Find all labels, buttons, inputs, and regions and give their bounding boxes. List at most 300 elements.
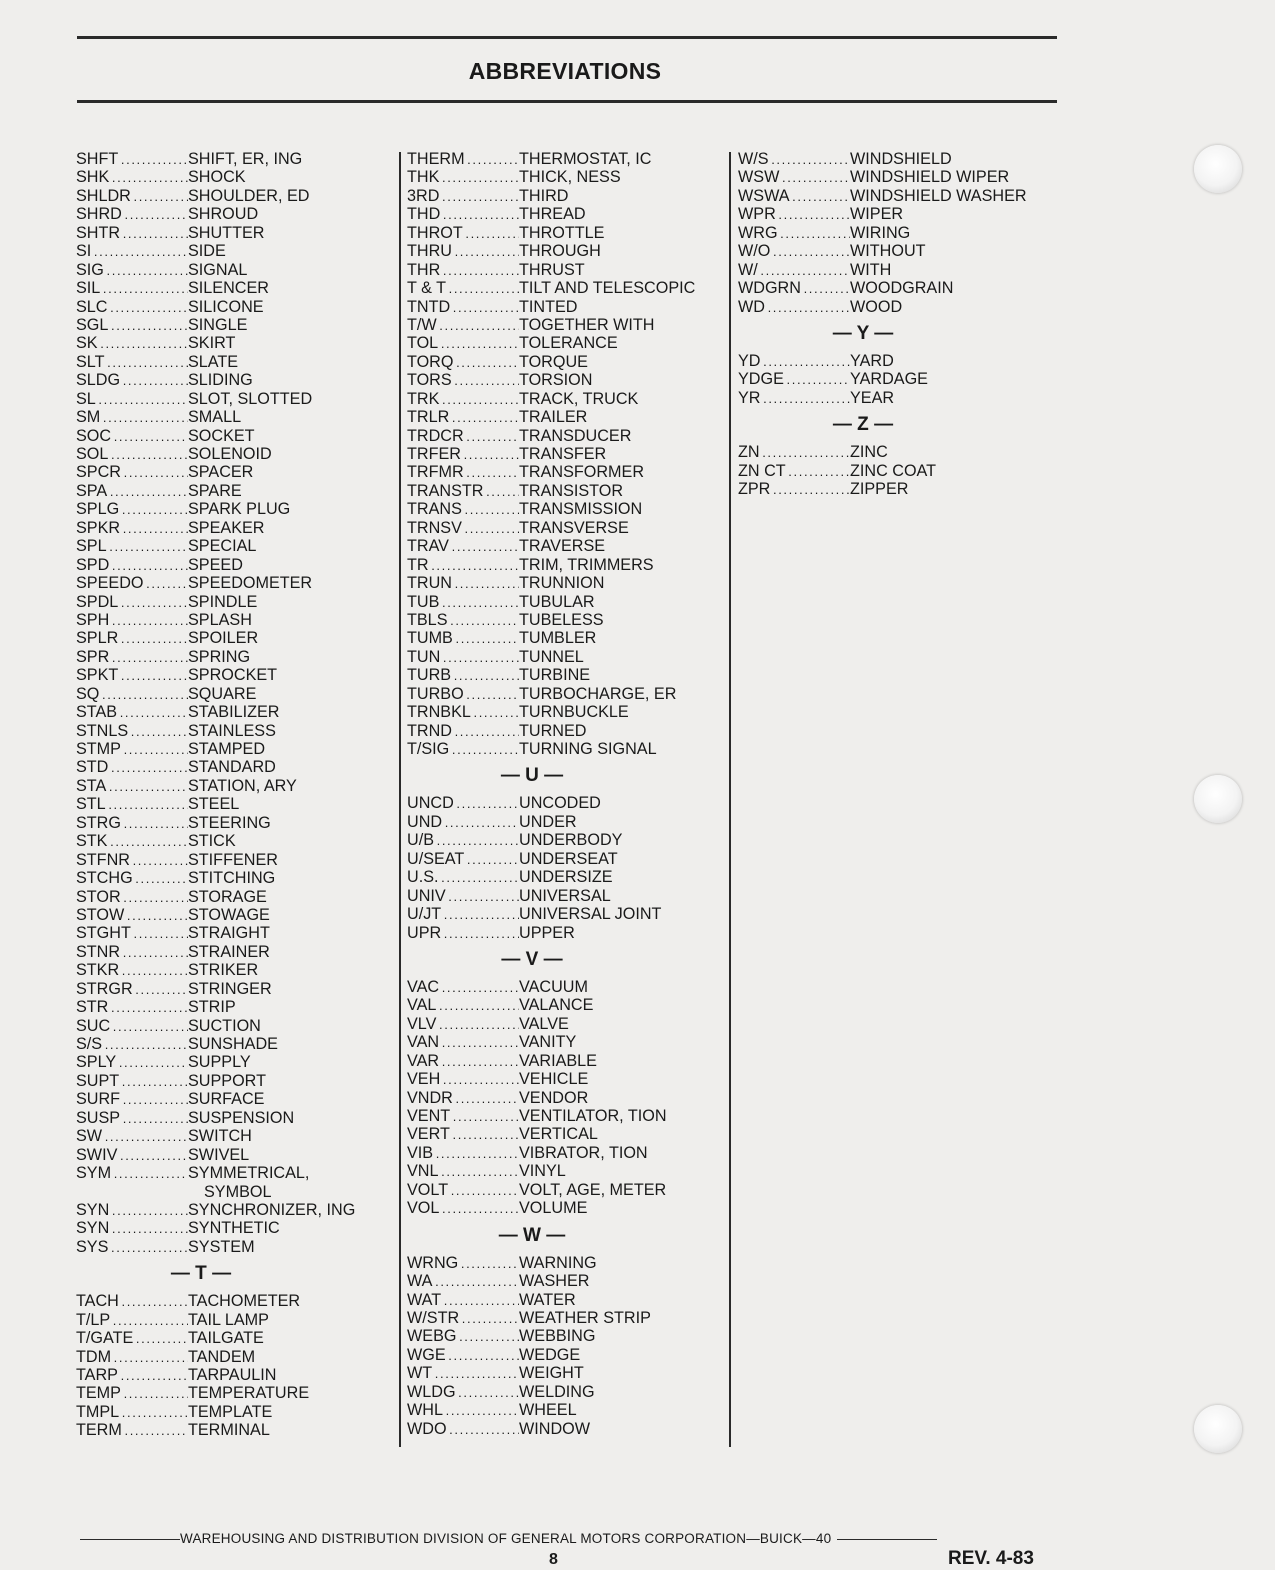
abbreviation: THERM . . . [407,150,519,169]
abbreviation: SPH . . . [76,611,188,630]
footer-line [80,1531,1050,1546]
abbreviation: WDO . . . [407,1420,519,1439]
abbreviation-entry [407,1401,695,1419]
abbreviation: STNR . . . [76,943,188,962]
abbreviation-entry [738,150,1027,168]
abbreviation: SGL . . . [76,316,188,335]
abbreviation: W/S . . . [738,150,850,169]
definition: SHOULDER, ED [188,186,310,205]
abbreviation: TURBO . . . [407,685,519,704]
abbreviation-entry [407,1327,695,1345]
binder-hole [1194,775,1242,823]
definition: UNDER [519,812,577,831]
definition: WEIGHT [519,1364,584,1383]
abbreviation: UNCD . . . [407,794,519,813]
abbreviation: WGE . . . [407,1346,519,1365]
abbreviation-entry [76,1421,355,1439]
abbreviation-entry [407,685,695,703]
definition: TURBINE [519,666,591,685]
abbreviation-entry [407,224,695,242]
definition: VACUUM [519,977,588,996]
definition: SILENCER [188,279,269,298]
abbreviation: THRU . . . [407,242,519,261]
abbreviation: VNL . . . [407,1162,519,1181]
abbreviation-entry [76,463,355,481]
abbreviation: YD . . . [738,352,850,371]
definition: STIFFENER [188,850,278,869]
abbreviation-entry [76,1238,355,1256]
abbreviation: STK . . . [76,832,188,851]
definition: VOLUME [519,1199,588,1218]
definition: WINDSHIELD WASHER [850,186,1027,205]
abbreviation-entry [76,1090,355,1108]
abbreviation: TNTD . . . [407,298,519,317]
definition: WATER [519,1290,576,1309]
abbreviation-entry [738,462,1027,480]
abbreviation-entry [407,168,695,186]
abbreviation-column-1 [76,150,355,1440]
abbreviation: WSW . . . [738,168,850,187]
definition: TUBULAR [519,592,595,611]
definition: TRANSDUCER [519,426,632,445]
definition: WARNING [519,1253,597,1272]
abbreviation: 3RD . . . [407,187,519,206]
abbreviation: STGHT . . . [76,924,188,943]
definition: THROUGH [519,242,601,261]
abbreviation: UND . . . [407,813,519,832]
abbreviation-column-3 [738,150,1027,499]
abbreviation-entry [76,703,355,721]
footer-text: WAREHOUSING AND DISTRIBUTION DIVISION OF GENERAL MOTORS CORPORATION—BUICK—40 [180,1531,832,1546]
abbreviation-entry [76,869,355,887]
definition: SLOT, SLOTTED [188,389,313,408]
column-divider [729,152,731,1447]
abbreviation-entry [407,1125,695,1143]
abbreviation-entry [76,1329,355,1347]
abbreviation-entry [76,1201,355,1219]
abbreviation: SLC . . . [76,298,188,317]
definition: VARIABLE [519,1051,597,1070]
abbreviation: STRGR . . . [76,980,188,999]
definition: STRIKER [188,961,259,980]
abbreviation-entry [76,666,355,684]
definition: SPECIAL [188,537,257,556]
abbreviation-entry [407,978,695,996]
abbreviation: ZN . . . [738,443,850,462]
abbreviation: WRG . . . [738,224,850,243]
definition: UNIVERSAL JOINT [519,905,662,924]
abbreviation-entry [407,242,695,260]
abbreviation-entry [738,242,1027,260]
abbreviation-entry [76,427,355,445]
abbreviation-entry [76,648,355,666]
abbreviation-entry [76,611,355,629]
abbreviation-entry [76,1164,355,1182]
definition: SYSTEM [188,1237,255,1256]
abbreviation: SLDG . . . [76,371,188,390]
abbreviation-entry [407,1383,695,1401]
abbreviation: VERT . . . [407,1125,519,1144]
definition: SYNTHETIC [188,1219,280,1238]
abbreviation-entry [738,168,1027,186]
abbreviation: U/B . . . [407,831,519,850]
definition: SUPPORT [188,1071,266,1090]
abbreviation: TRANSTR . . . [407,482,519,501]
abbreviation-entry [76,1072,355,1090]
definition: STRIP [188,998,236,1017]
abbreviation-entry [738,224,1027,242]
abbreviation-entry [407,1070,695,1088]
definition: TURNED [519,721,587,740]
abbreviation: STA . . . [76,777,188,796]
abbreviation: WSWA . . . [738,187,850,206]
abbreviation-entry [407,1181,695,1199]
abbreviation: YDGE . . . [738,370,850,389]
abbreviation-entry [407,905,695,923]
definition: UNDERSIZE [519,868,613,887]
abbreviation: STL . . . [76,795,188,814]
abbreviation-entry [76,1366,355,1384]
abbreviation-entry [407,629,695,647]
abbreviation-entry [76,685,355,703]
definition: THRUST [519,260,585,279]
definition: SHOCK [188,168,246,187]
abbreviation-entry [76,740,355,758]
definition: SIDE [188,242,226,261]
abbreviation-entry [738,370,1027,388]
definition: TRANSISTOR [519,481,624,500]
abbreviation: THD . . . [407,205,519,224]
abbreviation: TRNBKL . . . [407,703,519,722]
abbreviation-entry [76,1146,355,1164]
page-title: ABBREVIATIONS [468,58,662,84]
abbreviation-entry [407,722,695,740]
abbreviation: WHL . . . [407,1401,519,1420]
page-number: 8 [549,1551,558,1568]
definition: TORSION [519,371,593,390]
abbreviation: STAB . . . [76,703,188,722]
abbreviation-entry [76,353,355,371]
abbreviation-entry [76,1219,355,1237]
definition: WELDING [519,1382,595,1401]
abbreviation-entry [76,556,355,574]
abbreviation-entry [407,1015,695,1033]
definition: TRAVERSE [519,537,606,556]
abbreviation: VOLT . . . [407,1181,519,1200]
definition: SILICONE [188,297,264,316]
abbreviation-entry [76,980,355,998]
abbreviation: VLV . . . [407,1015,519,1034]
abbreviation-entry [407,924,695,942]
abbreviation: SIL . . . [76,279,188,298]
definition: SUPPLY [188,1053,251,1072]
definition: VERTICAL [519,1125,598,1144]
definition: SPARK PLUG [188,500,291,519]
abbreviation: STMP . . . [76,740,188,759]
abbreviation-entry [76,795,355,813]
definition: STICK [188,832,236,851]
abbreviation-entry [407,463,695,481]
definition: ZINC COAT [850,461,937,480]
abbreviation-entry [407,1420,695,1438]
definition: WINDOW [519,1419,591,1438]
definition: TRACK, TRUCK [519,389,639,408]
definition: SWITCH [188,1127,252,1146]
definition: VINYL [519,1162,566,1181]
definition: THIRD [519,186,569,205]
abbreviation-entry [76,261,355,279]
definition: SURFACE [188,1090,265,1109]
abbreviation: TRFMR . . . [407,463,519,482]
definition: VENDOR [519,1088,589,1107]
abbreviation: SPLR . . . [76,629,188,648]
abbreviation-entry [76,1403,355,1421]
definition: STRAIGHT [188,924,270,943]
abbreviation: VIB . . . [407,1144,519,1163]
abbreviation: TDM . . . [76,1348,188,1367]
abbreviation: SPDL . . . [76,593,188,612]
abbreviation-entry [738,443,1027,461]
abbreviation-entry [407,261,695,279]
revision-label: REV. 4-83 [948,1548,1034,1569]
definition: STEEL [188,795,240,814]
abbreviation: SUSP . . . [76,1109,188,1128]
abbreviation: S/S . . . [76,1035,188,1054]
abbreviation: VOL . . . [407,1199,519,1218]
definition: SWIVEL [188,1145,250,1164]
definition: STITCHING [188,869,276,888]
definition: SUSPENSION [188,1108,295,1127]
definition: STAMPED [188,740,266,758]
footer-rule-right [837,1539,937,1540]
abbreviation-entry [76,242,355,260]
definition: WITH [850,260,892,279]
abbreviation: UNIV . . . [407,887,519,906]
abbreviation: SURF . . . [76,1090,188,1109]
abbreviation-entry [407,150,695,168]
definition: TILT AND TELESCOPIC [519,279,696,298]
definition: WEBBING [519,1327,596,1346]
abbreviation-entry [738,480,1027,498]
definition: TRANSMISSION [519,500,643,519]
definition: SOCKET [188,426,255,445]
abbreviation: VAN . . . [407,1033,519,1052]
abbreviation: VAC . . . [407,978,519,997]
abbreviation: VENT . . . [407,1107,519,1126]
abbreviation-entry [76,777,355,795]
definition: UPPER [519,923,575,942]
abbreviation: SHTR . . . [76,224,188,243]
definition: WIPER [850,205,904,224]
abbreviation: T/GATE . . . [76,1329,188,1348]
definition: WEDGE [519,1345,581,1364]
abbreviation-entry [407,1346,695,1364]
definition: UNDERSEAT [519,849,618,868]
abbreviation: TRFER . . . [407,445,519,464]
abbreviation: WRNG . . . [407,1254,519,1273]
abbreviation: WAT . . . [407,1291,519,1310]
abbreviation-entry [407,1291,695,1309]
abbreviation-entry [76,482,355,500]
definition-continuation: SYMBOL [204,1182,272,1201]
abbreviation-entry [407,666,695,684]
abbreviation-entry [76,1348,355,1366]
abbreviation-entry [407,279,695,297]
definition: SQUARE [188,684,257,703]
abbreviation-entry [407,1199,695,1217]
abbreviation-entry [407,187,695,205]
abbreviation: TRUN . . . [407,574,519,593]
definition: TOLERANCE [519,334,618,353]
abbreviation-entry [407,611,695,629]
abbreviation: SHLDR . . . [76,187,188,206]
definition: TUMBLER [519,629,597,648]
definition: TRUNNION [519,574,605,593]
abbreviation: SL . . . [76,390,188,409]
abbreviation: W/ . . . [738,261,850,280]
abbreviation: STKR . . . [76,961,188,980]
definition: SPRING [188,647,251,666]
abbreviation: SHK . . . [76,168,188,187]
abbreviation: SI . . . [76,242,188,261]
abbreviation-entry [407,316,695,334]
definition: WASHER [519,1272,590,1291]
definition: TERMINAL [188,1421,270,1440]
abbreviation: TRND . . . [407,722,519,741]
abbreviation-entry [76,722,355,740]
definition: TEMPLATE [188,1402,273,1421]
abbreviation: SPEEDO . . . [76,574,188,593]
abbreviation-entry [407,353,695,371]
abbreviation-entry [407,996,695,1014]
abbreviation: VEH . . . [407,1070,519,1089]
abbreviation: W/STR . . . [407,1309,519,1328]
abbreviation: TRNSV . . . [407,519,519,538]
abbreviation: SPKT . . . [76,666,188,685]
abbreviation: STOR . . . [76,888,188,907]
definition: TAIL LAMP [188,1310,269,1329]
top-rule [77,36,1057,39]
definition: YARDAGE [850,370,928,389]
section-header: — W — [498,1224,566,1246]
definition: WINDSHIELD [850,150,952,168]
abbreviation-entry [76,943,355,961]
abbreviation-entry [76,298,355,316]
definition: THROTTLE [519,223,605,242]
definition: STAINLESS [188,721,276,740]
abbreviation: STRG . . . [76,814,188,833]
abbreviation-entry [407,537,695,555]
abbreviation-entry [407,1052,695,1070]
abbreviation-entry [738,279,1027,297]
abbreviation: SPLY . . . [76,1053,188,1072]
abbreviation: SIG . . . [76,261,188,280]
definition: STRAINER [188,942,270,961]
abbreviation-entry [738,298,1027,316]
abbreviation-entry [407,574,695,592]
abbreviation: SW . . . [76,1127,188,1146]
abbreviation: TARP . . . [76,1366,188,1385]
abbreviation-entry [76,1053,355,1071]
abbreviation-entry [76,371,355,389]
abbreviation-entry [76,1127,355,1145]
abbreviation-entry [76,408,355,426]
abbreviation-entry [76,906,355,924]
abbreviation: U/JT . . . [407,905,519,924]
definition: SLIDING [188,371,253,390]
abbreviation: TUN . . . [407,648,519,667]
abbreviation-entry [738,352,1027,370]
definition: SLATE [188,352,239,371]
abbreviation-entry [407,371,695,389]
definition: TRAILER [519,408,588,427]
definition: SKIRT [188,334,236,353]
abbreviation-entry [407,794,695,812]
abbreviation-entry [76,888,355,906]
binder-hole [1194,1405,1242,1453]
abbreviation-entry [407,1033,695,1051]
abbreviation: SWIV . . . [76,1146,188,1165]
abbreviation-entry [76,924,355,942]
abbreviation: W/O . . . [738,242,850,261]
definition: TRIM, TRIMMERS [519,555,654,574]
abbreviation-entry [407,1162,695,1180]
definition: SOLENOID [188,445,272,463]
abbreviation: WA . . . [407,1272,519,1291]
abbreviation-entry [76,390,355,408]
abbreviation-entry [407,298,695,316]
abbreviation-entry [76,334,355,352]
abbreviation-entry [407,850,695,868]
section-header: — T — [170,1263,232,1285]
definition: SYNCHRONIZER, ING [188,1200,356,1219]
abbreviation-entry [76,445,355,463]
abbreviation: SYM . . . [76,1164,188,1183]
definition: TUBELESS [519,610,604,629]
abbreviation: TEMP . . . [76,1384,188,1403]
abbreviation-entry [407,740,695,758]
abbreviation: SPCR . . . [76,463,188,482]
abbreviation: SHFT . . . [76,150,188,169]
abbreviation-entry [407,1254,695,1272]
definition: SIGNAL [188,260,248,279]
definition: WITHOUT [850,242,926,261]
abbreviation-entry [407,1272,695,1290]
abbreviation: U.S. . . . [407,868,519,887]
definition: YEAR [850,388,895,407]
binder-hole [1194,145,1242,193]
definition: SPEED [188,555,243,574]
definition: TUNNEL [519,647,584,666]
abbreviation-entry [407,1089,695,1107]
abbreviation: SPLG . . . [76,500,188,519]
definition: VOLT, AGE, METER [519,1180,667,1199]
abbreviation: TERM . . . [76,1421,188,1440]
definition: WOOD [850,297,903,316]
abbreviation: WPR . . . [738,205,850,224]
definition: SPACER [188,463,254,482]
abbreviation-entry [407,1144,695,1162]
abbreviation-entry [76,150,355,168]
definition: TRANSFER [519,445,607,463]
abbreviation: SPA . . . [76,482,188,501]
definition: UNDERBODY [519,831,623,850]
abbreviation-entry [407,887,695,905]
abbreviation: TRK . . . [407,390,519,409]
abbreviation-entry [76,537,355,555]
abbreviation: SLT . . . [76,353,188,372]
abbreviation: TRAV . . . [407,537,519,556]
